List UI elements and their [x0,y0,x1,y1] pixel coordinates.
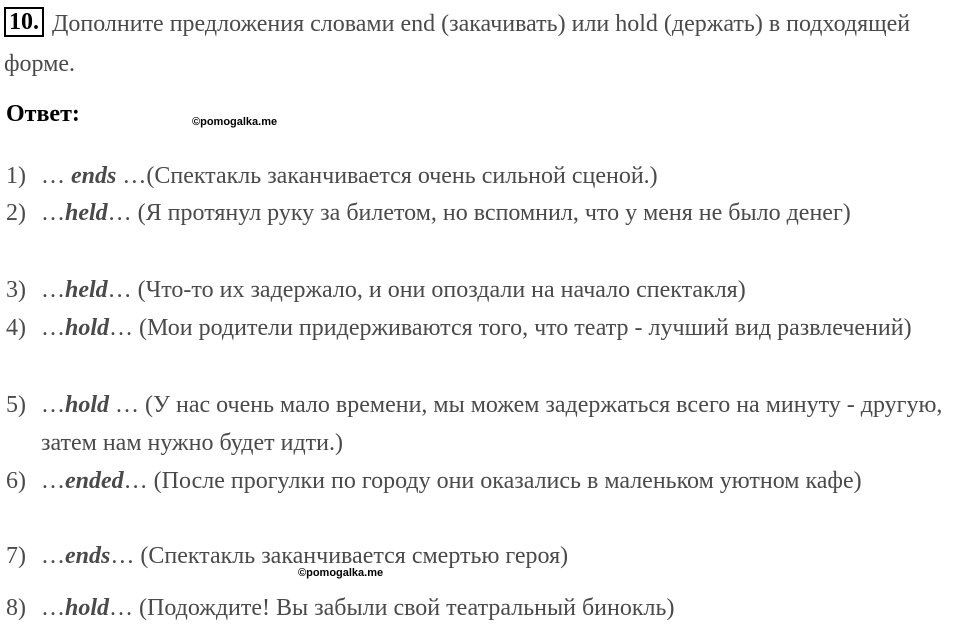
item-translation: … (Спектакль заканчивается смертью героя) [110,543,569,569]
item-translation: … (Я протянул руку за билетом, но вспомнил, что у меня не было денег) [107,200,851,226]
item-prefix: … [41,163,71,189]
item-number: 3) [6,277,26,303]
task-text: Дополните предложения словами end (закачивать) или hold (держать) в подходящей форме. [4,11,911,77]
item-translation: … (У нас очень мало времени, мы можем задержаться всего на минуту - другую, затем нам нужно будет идти.) [41,392,943,456]
list-item [6,157,956,195]
list-item [6,309,956,347]
task-number: 10. [4,7,44,37]
list-item [6,537,956,575]
watermark: ©pomogalka.me [298,567,384,579]
item-number: 4) [6,315,26,341]
item-number: 1) [6,163,26,189]
item-translation: …(Спектакль заканчивается очень сильной сценой.) [116,163,658,189]
item-prefix: … [41,595,65,621]
item-answer-word: ends [65,543,111,569]
item-number: 6) [6,468,26,494]
item-answer-word: hold [65,315,110,341]
list-item [6,589,956,627]
list-item [6,271,956,309]
list-item [6,386,956,462]
item-prefix: … [41,315,65,341]
item-prefix: … [41,277,65,303]
item-translation: … (Что-то их задержало, и они опоздали на начало спектакля) [107,277,746,303]
watermark: ©pomogalka.me [192,116,278,128]
item-prefix: … [41,468,65,494]
list-item [6,194,956,232]
item-answer-word: held [65,200,108,226]
item-answer-word: held [65,277,108,303]
item-answer-word: ends [71,163,117,189]
item-translation: … (Мои родители придерживаются того, что театр - лучший вид развлечений) [109,315,912,341]
item-prefix: … [41,200,65,226]
item-answer-word: ended [65,468,124,494]
item-number: 5) [6,392,26,418]
item-prefix: … [41,392,65,418]
item-number: 8) [6,595,26,621]
item-answer-word: hold [65,392,110,418]
item-prefix: … [41,543,65,569]
list-item [6,462,956,500]
item-translation: … (После прогулки по городу они оказались в маленьком уютном кафе) [123,468,862,494]
item-translation: … (Подождите! Вы забыли свой театральный бинокль) [109,595,675,621]
answer-heading: Ответ: [6,101,80,127]
item-number: 7) [6,543,26,569]
item-number: 2) [6,200,26,226]
item-answer-word: hold [65,595,110,621]
